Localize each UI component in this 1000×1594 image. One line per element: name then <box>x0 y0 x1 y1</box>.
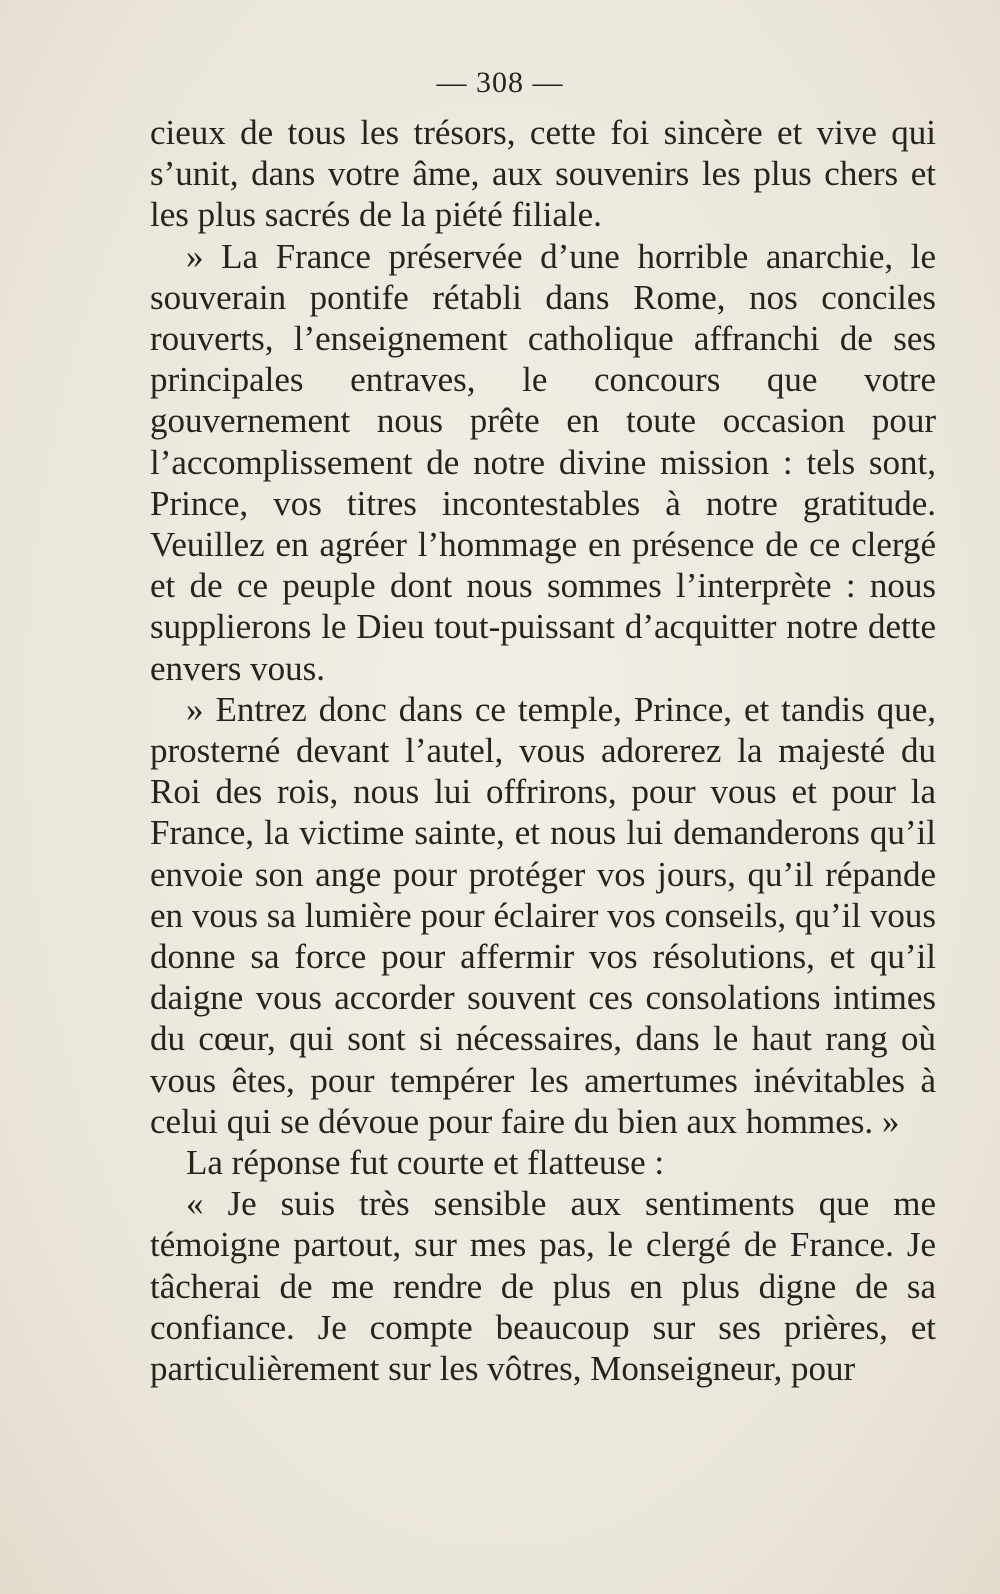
paragraph-5: « Je suis très sensible aux sentiments que me témoigne partout, sur mes pas, le clergé de France. Je tâcherai de me rendre de plus en plus digne de sa confiance. Je compte beaucoup sur ses prières, et particulièrement sur les vôtres, Monseigneur, pour <box>150 1184 936 1389</box>
paragraph-4: La réponse fut courte et flatteuse : <box>186 1143 665 1183</box>
paragraph-1: cieux de tous les trésors, cette foi sincère et vive qui s’unit, dans votre âme, aux souvenirs les plus chers et les plus sacrés de la piété filiale. <box>150 113 936 235</box>
paragraph-3: » Entrez donc dans ce temple, Prince, et tandis que, prosterné devant l’autel, vous adorerez la majesté du Roi des rois, nous lui offrirons, pour vous et pour la France, la victime sainte, et nous lui demanderons qu’il envoie son ange pour protéger vos jours, qu’il répande en vous sa lumière pour éclairer vos conseils, qu’il vous donne sa force pour affermir vos résolutions, et qu’il daigne vous accorder souvent ces consolations intimes du cœur, qui sont si nécessaires, dans le haut rang où vous êtes, pour tempérer les amertumes inévitables à celui qui se dévoue pour faire du bien aux hommes. » <box>150 689 936 1141</box>
page-number: — 308 — <box>436 66 564 99</box>
body-text <box>150 112 936 1389</box>
paragraph-2: » La France préservée d’une horrible anarchie, le souverain pontife rétabli dans Rome, nos conciles rouverts, l’enseignement catholique affranchi de ses principales entraves, le concours que votre gouvernement nous prête en toute occasion pour l’accomplissement de notre divine mission : tels sont, Prince, vos titres incontestables à notre gratitude. Veuillez en agréer l’hommage en présence de ce clergé et de ce peuple dont nous sommes l’interprète : nous supplierons le Dieu tout-puissant d’acquitter notre dette envers vous. <box>150 236 936 688</box>
